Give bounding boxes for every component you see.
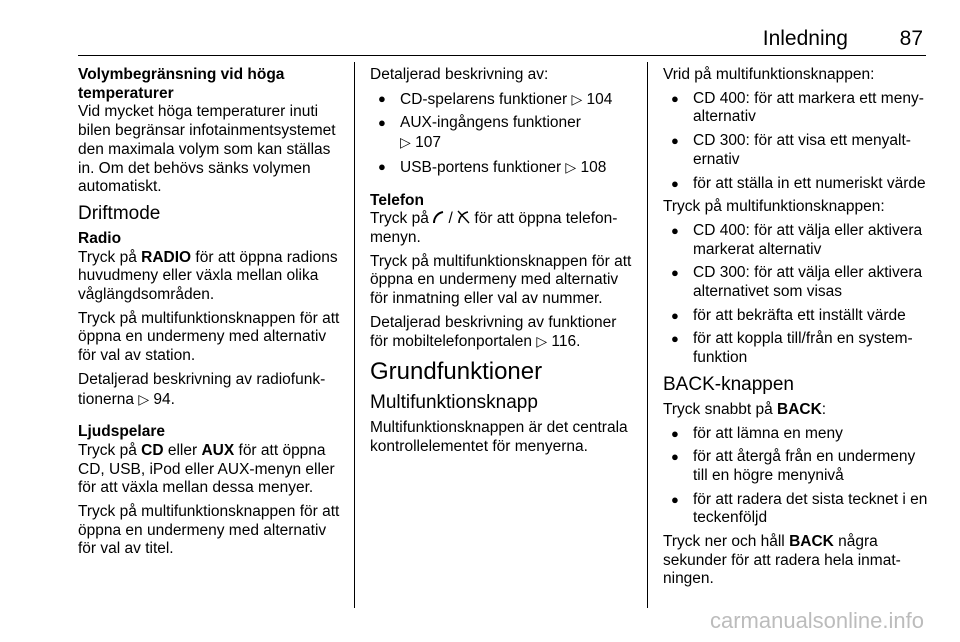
page-ref[interactable]: 107 — [415, 134, 441, 152]
text: några sekunder för att radera hela inmatningen. — [663, 533, 901, 588]
phone-off-icon — [457, 210, 470, 224]
list-item: ● för att ställa in ett numeriskt värde — [663, 175, 928, 194]
text: eller — [163, 441, 202, 459]
paragraph-vrid: Vrid på multifunktionsknappen: — [663, 66, 875, 83]
list-item: ● CD 400: för att välja eller aktivera markerat alternativ — [663, 222, 928, 259]
paragraph-volume-limit: Vid mycket höga temperaturer inuti bilen begränsar infotainmentsystemet den maximala volym som kan ställas in. Om det behövs sänks volymen automatiskt. — [78, 103, 336, 196]
heading-driftmode: Driftmode — [78, 202, 161, 224]
list-item: ● CD 400: för att markera ett menyalternativ — [663, 90, 928, 127]
paragraph-tryck: Tryck på multifunktionsknappen: — [663, 198, 885, 216]
column-divider — [354, 62, 355, 608]
text: Tryck snabbt på — [663, 400, 778, 418]
page-number: 87 — [899, 27, 923, 50]
text: Tryck på — [78, 441, 142, 459]
back-key: BACK — [789, 533, 834, 551]
back-list — [663, 425, 928, 529]
text: för att öppna telefonmenyn. — [370, 210, 618, 246]
heading-telefon: Telefon — [370, 191, 424, 209]
heading-ljudspelare: Ljudspelare — [78, 423, 165, 441]
column-3 — [663, 66, 928, 594]
paragraph-telefon-2: Tryck på multifunktionsknappen för att öppna en undermeny med alternativ för inmatning eller val av nummer. — [370, 252, 632, 308]
column-divider — [647, 62, 648, 608]
text: Tryck på — [370, 210, 429, 228]
paragraph-hall — [663, 533, 928, 589]
paragraph-radio-3: Detaljerad beskrivning av radiofunktionerna ▷ 94. — [78, 370, 326, 408]
text: för att öppna radions huvudmeny eller växla mellan olika våglängdsområden. — [78, 248, 338, 304]
column-1 — [78, 66, 343, 564]
text: CD-spelarens funktioner — [400, 90, 568, 108]
paragraph-multi: Multifunktionsknappen är det centrala kontrollelementet för menyerna. — [370, 419, 628, 455]
cd-key: CD — [141, 441, 164, 459]
watermark: carmanualsonline.info — [709, 608, 924, 633]
paragraph-back — [663, 401, 928, 420]
vrid-list — [663, 90, 928, 194]
list-item — [370, 114, 635, 152]
text: Tryck ner och håll — [663, 533, 790, 551]
list-item: ● CD 300: för att välja eller aktivera alternativet som visas — [663, 264, 928, 301]
page-ref[interactable]: 108 — [580, 158, 607, 176]
paragraph-radio-2: Tryck på multifunktionsknappen för att öppna en undermeny med alternativ för val av station. — [78, 309, 340, 365]
text: Detaljerad beskrivning av radiofunktionerna — [78, 370, 326, 408]
list-item — [370, 158, 635, 178]
text: AUX-ingångens funktioner — [400, 114, 581, 132]
page-ref[interactable]: 116 — [551, 333, 577, 351]
page-ref-arrow-icon: ▷ — [536, 333, 548, 350]
back-key: BACK — [777, 400, 822, 418]
aux-key: AUX — [201, 441, 235, 459]
text: Detaljerad beskrivning av funktioner för mobiltelefonportalen — [370, 313, 617, 351]
text: USB-portens funktioner — [400, 158, 562, 176]
header-divider — [78, 55, 926, 56]
text: för att öppna CD, USB, iPod eller AUX-menyn eller för att växla mellan dessa menyer. — [78, 441, 335, 497]
paragraph-telefon-3: Detaljerad beskrivning av funktioner för mobiltelefonportalen ▷ 116. — [370, 313, 617, 351]
list-item: ● CD 300: för att visa ett menyalternativ — [663, 132, 928, 169]
heading-multifunktionsknapp: Multifunktionsknapp — [370, 392, 538, 414]
paragraph-ljud-2: Tryck på multifunktionsknappen för att öppna en undermeny med alternativ för val av titel. — [78, 503, 340, 558]
heading-back-knappen: BACK-knappen — [663, 373, 794, 395]
page-ref[interactable]: 104 — [586, 90, 613, 108]
page-ref-arrow-icon: ▷ — [565, 158, 577, 175]
paragraph-ljud-1 — [78, 442, 343, 498]
tryck-list — [663, 222, 928, 368]
page-ref-arrow-icon: ▷ — [571, 90, 583, 107]
list-item: ● för att återgå från en undermeny till en högre menynivå — [663, 448, 928, 485]
list-item: ● för att bekräfta ett inställt värde — [663, 307, 928, 326]
list-item: ● för att radera det sista tecknet i en teckenföljd — [663, 491, 928, 528]
heading-radio: Radio — [78, 229, 122, 247]
page-ref-arrow-icon: ▷ — [400, 134, 411, 151]
detail-list — [370, 90, 635, 178]
list-item: ● för att lämna en meny — [663, 425, 928, 444]
list-item — [370, 90, 635, 110]
text: : — [821, 400, 827, 418]
page-ref[interactable]: 94 — [153, 390, 171, 408]
column-2 — [370, 66, 635, 462]
text: Tryck på — [78, 248, 142, 266]
paragraph-detail: Detaljerad beskrivning av: — [370, 66, 549, 83]
list-item: ● för att koppla till/från en systemfunktion — [663, 330, 928, 367]
paragraph-telefon-1: Tryck på / för att öppna telefonmenyn. — [370, 210, 618, 246]
phone-icon — [433, 211, 444, 224]
heading-volume-limit: Volymbegränsning vid höga temperaturer — [78, 66, 285, 102]
paragraph-radio-1 — [78, 249, 343, 305]
heading-grundfunktioner: Grundfunktioner — [370, 358, 543, 386]
header-title: Inledning — [762, 27, 848, 50]
radio-key: RADIO — [141, 248, 192, 266]
page-ref-arrow-icon: ▷ — [138, 390, 150, 407]
